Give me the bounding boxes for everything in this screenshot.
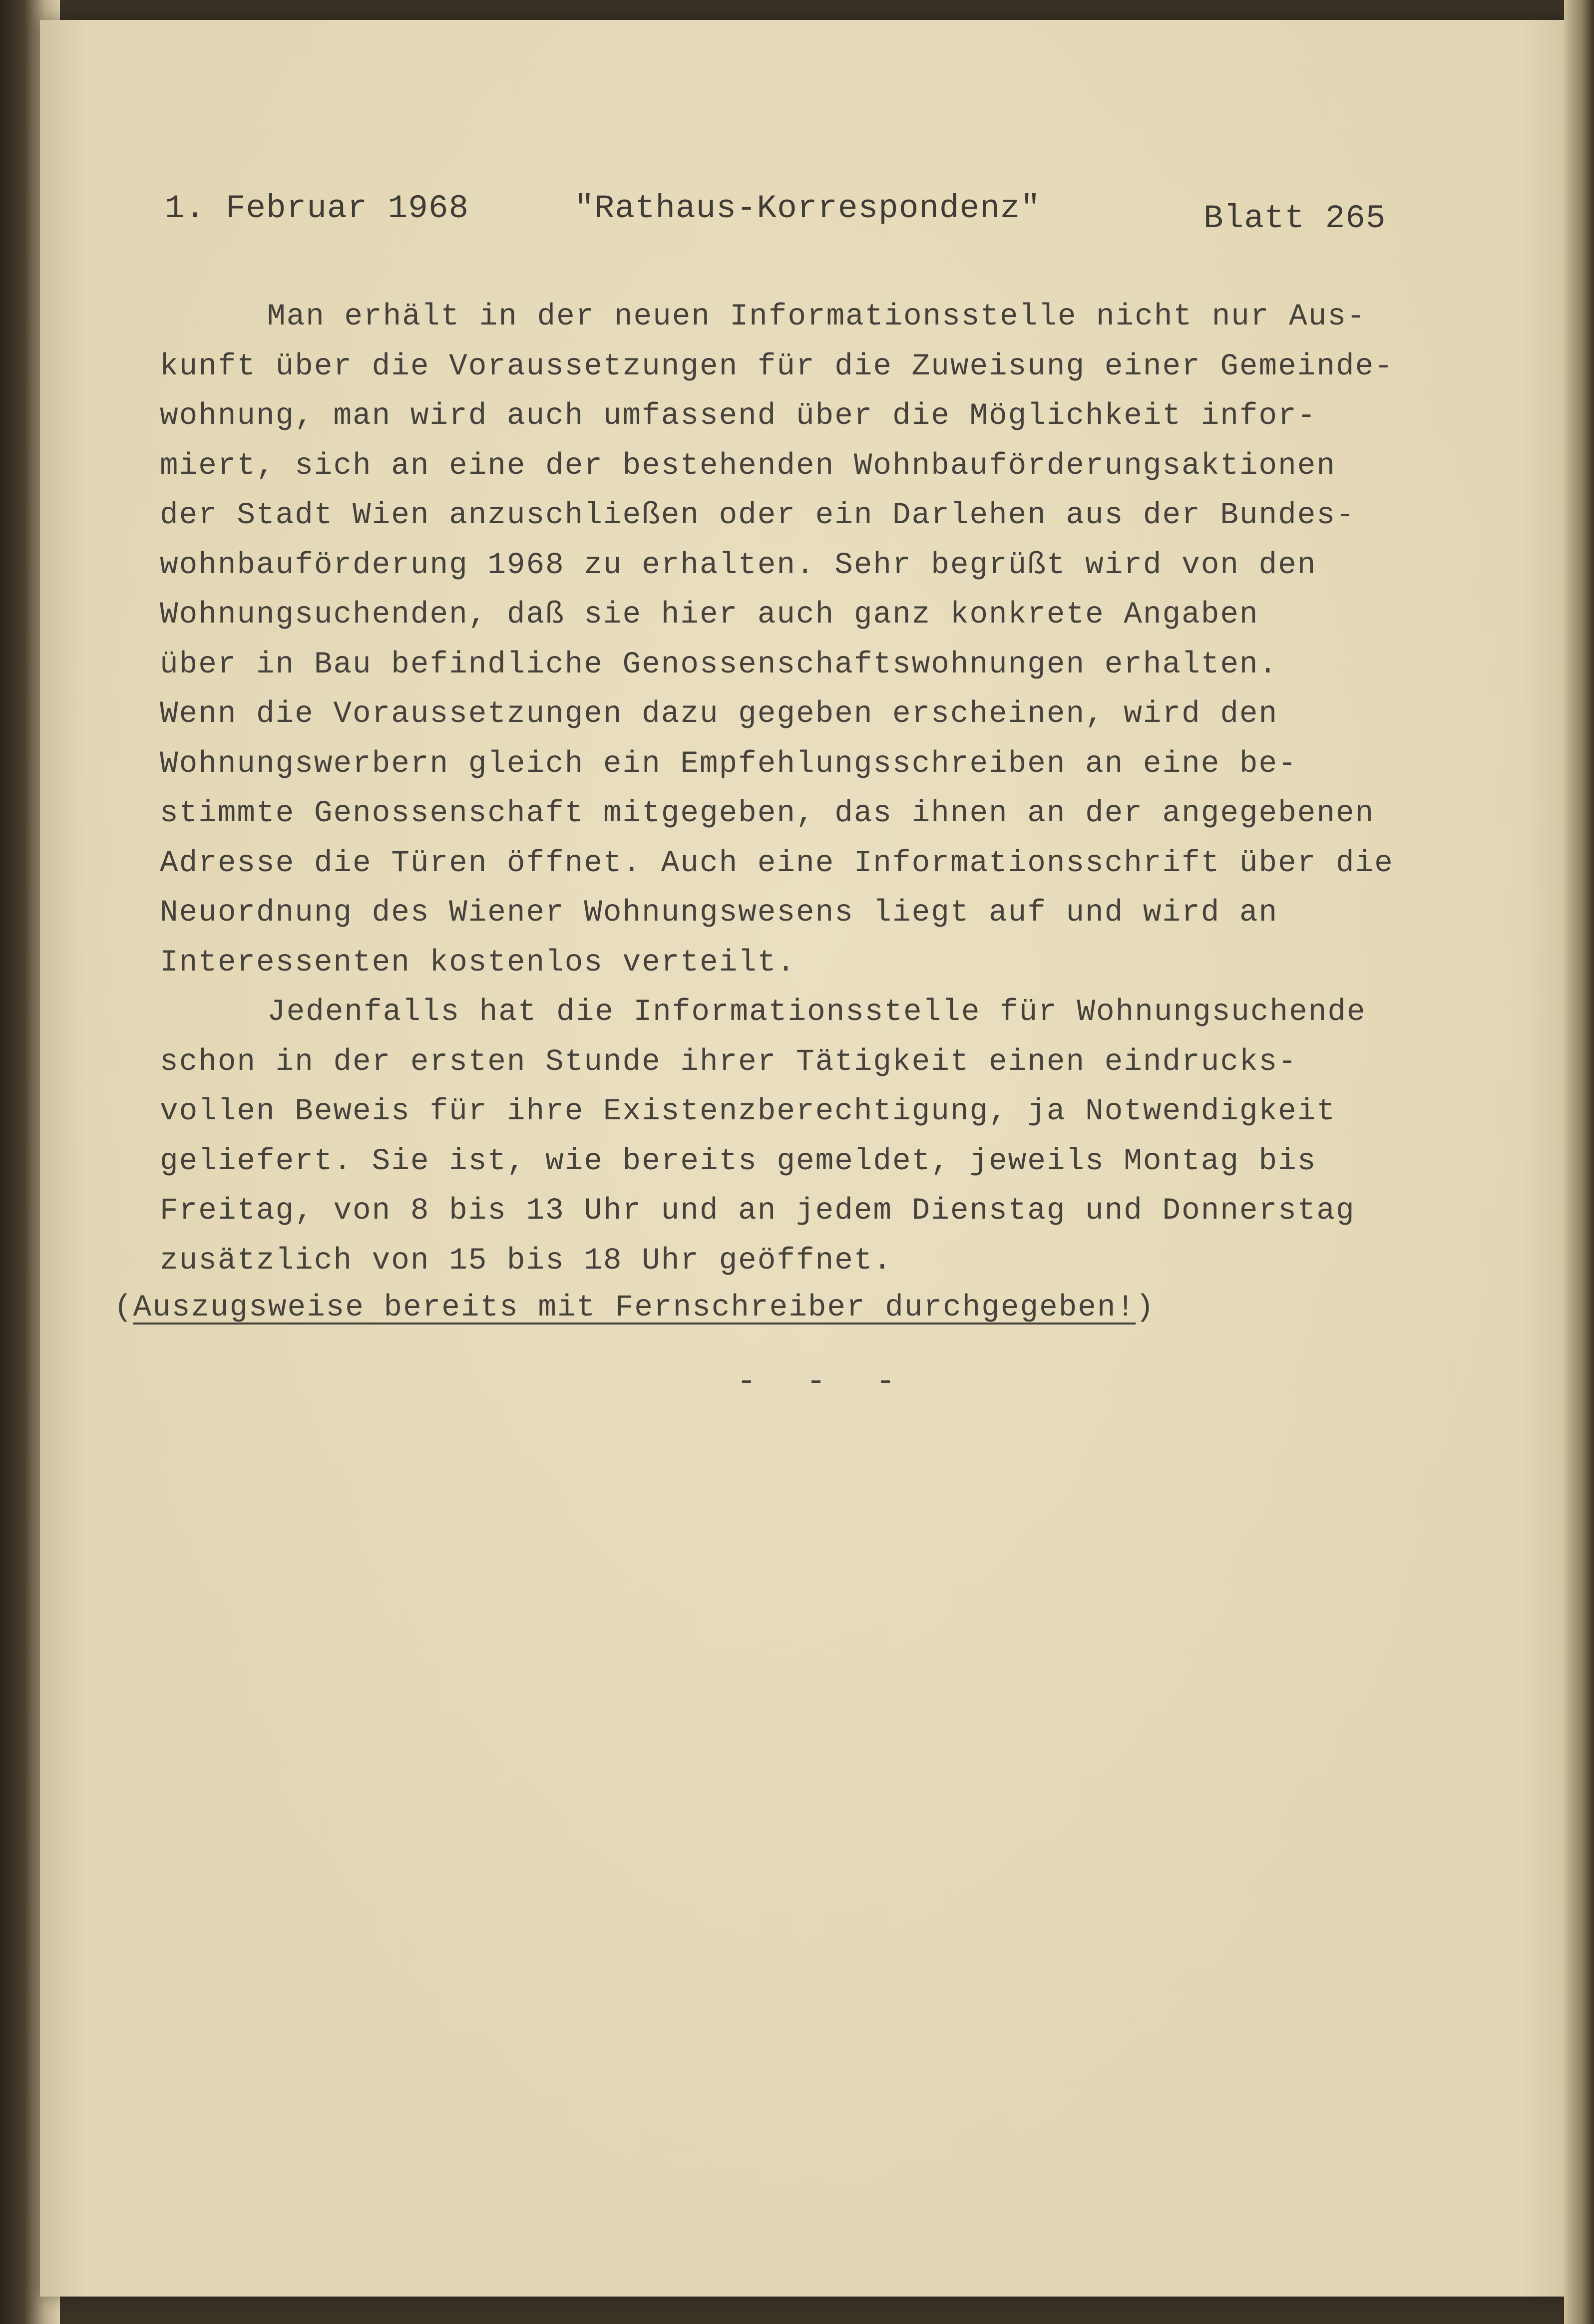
text-line: über in Bau befindliche Genossenschaftswohnungen erhalten. (160, 647, 1278, 682)
transmission-note (114, 1291, 1155, 1325)
header-date: 1. Februar 1968 (165, 190, 469, 227)
text-line: Jedenfalls hat die Informationsstelle für Wohnungsuchende (267, 995, 1366, 1029)
header-sheet-number: Blatt 265 (1203, 200, 1386, 237)
text-line: Adresse die Türen öffnet. Auch eine Informationsschrift über die (160, 846, 1394, 881)
text-line: Wenn die Voraussetzungen dazu gegeben erscheinen, wird den (160, 697, 1278, 731)
text-line: zusätzlich von 15 bis 18 Uhr geöffnet. (160, 1243, 893, 1278)
text-line: geliefert. Sie ist, wie bereits gemeldet, jeweils Montag bis (160, 1144, 1317, 1179)
text-line: Man erhält in der neuen Informationsstelle nicht nur Aus- (267, 300, 1366, 334)
note-close-paren: ) (1136, 1291, 1155, 1325)
text-line: der Stadt Wien anzuschließen oder ein Darlehen aus der Bundes- (160, 498, 1355, 533)
note-open-paren: ( (114, 1291, 133, 1325)
text-line: wohnbauförderung 1968 zu erhalten. Sehr begrüßt wird von den (160, 548, 1317, 583)
text-line: vollen Beweis für ihre Existenzberechtigung, ja Notwendigkeit (160, 1094, 1336, 1129)
body-text (160, 292, 1468, 1286)
page-header (165, 190, 1403, 235)
text-line: stimmte Genossenschaft mitgegeben, das ihnen an der angegebenen (160, 796, 1375, 831)
text-line: Neuordnung des Wiener Wohnungswesens liegt auf und wird an (160, 896, 1278, 930)
end-mark: - - - (737, 1363, 911, 1400)
header-publication: "Rathaus-Korrespondenz" (574, 190, 1041, 227)
text-line: kunft über die Voraussetzungen für die Zuweisung einer Gemeinde- (160, 349, 1394, 384)
text-line: Interessenten kostenlos verteilt. (160, 945, 796, 980)
text-line: wohnung, man wird auch umfassend über die Möglichkeit infor- (160, 399, 1317, 433)
text-line: miert, sich an eine der bestehenden Wohnbauförderungsaktionen (160, 448, 1336, 483)
page-edge (1564, 0, 1594, 2324)
note-text: Auszugsweise bereits mit Fernschreiber durchgegeben! (133, 1291, 1136, 1325)
text-line: Freitag, von 8 bis 13 Uhr und an jedem Dienstag und Donnerstag (160, 1194, 1355, 1228)
text-line: schon in der ersten Stunde ihrer Tätigkeit einen eindrucks- (160, 1044, 1297, 1079)
text-line: Wohnungswerbern gleich ein Empfehlungsschreiben an eine be- (160, 746, 1297, 781)
text-line: Wohnungsuchenden, daß sie hier auch ganz konkrete Angaben (160, 598, 1259, 632)
